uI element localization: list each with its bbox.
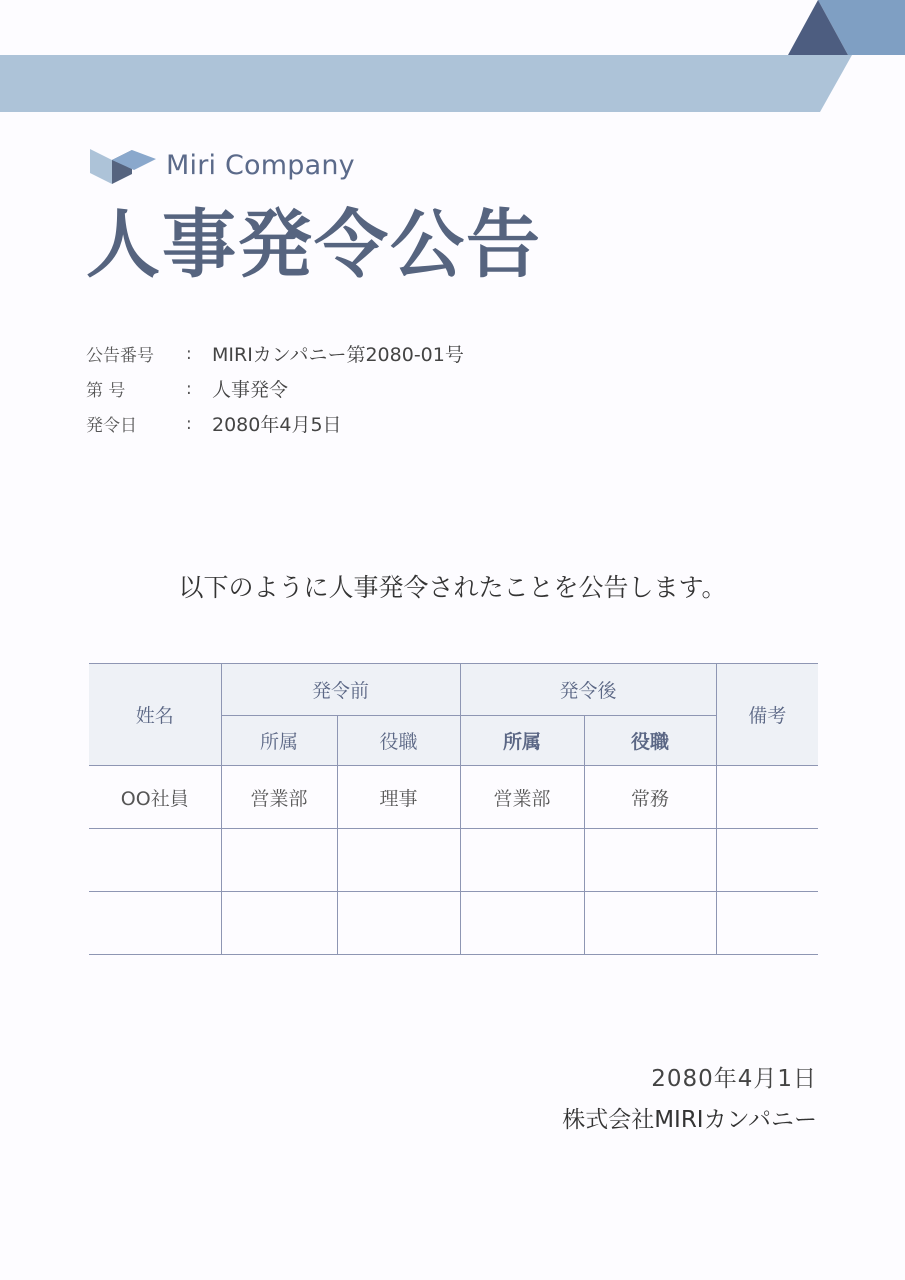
cell-before-department — [221, 829, 337, 892]
cell-after-position — [584, 892, 716, 955]
meta-value: MIRIカンパニー第2080-01号 — [212, 344, 464, 366]
cell-remarks — [716, 829, 818, 892]
cell-name — [89, 829, 221, 892]
header-name: 姓名 — [89, 664, 221, 766]
table-row — [89, 829, 818, 892]
meta-value: 2080年4月5日 — [212, 414, 342, 436]
page-title: 人事発令公告 — [86, 202, 542, 288]
header-before-position: 役職 — [337, 716, 460, 766]
cell-before-position: 理事 — [337, 766, 460, 829]
header-banner — [0, 0, 905, 115]
meta-row-issue-date — [86, 406, 464, 441]
header-after: 発令後 — [460, 664, 716, 716]
cell-remarks — [716, 766, 818, 829]
lead-sentence: 以下のように人事発令されたことを公告します。 — [178, 573, 727, 602]
cell-before-position — [337, 829, 460, 892]
meta-label: 発令日 — [86, 416, 137, 436]
cell-before-position — [337, 892, 460, 955]
cell-after-department — [460, 892, 584, 955]
company-logo — [88, 143, 355, 187]
meta-value: 人事発令 — [212, 379, 289, 401]
meta-label: 第 号 — [86, 381, 126, 401]
meta-label: 公告番号 — [86, 346, 154, 366]
issuer-block — [562, 1060, 817, 1134]
cell-name: OO社員 — [89, 766, 221, 829]
notice-meta — [86, 336, 464, 441]
header-after-department: 所属 — [460, 716, 584, 766]
header-after-position: 役職 — [584, 716, 716, 766]
table-row — [89, 766, 818, 829]
meta-separator: : — [186, 343, 192, 364]
issue-date: 2080年4月1日 — [651, 1066, 817, 1092]
cell-after-department: 営業部 — [460, 766, 584, 829]
table-row — [89, 892, 818, 955]
cell-remarks — [716, 892, 818, 955]
meta-row-notice-number — [86, 336, 464, 371]
cell-name — [89, 892, 221, 955]
meta-separator: : — [186, 413, 192, 434]
header-remarks: 備考 — [716, 664, 818, 766]
logo-cube-icon — [88, 143, 158, 187]
cell-after-position: 常務 — [584, 766, 716, 829]
cell-before-department — [221, 892, 337, 955]
cell-after-department — [460, 829, 584, 892]
header-before-department: 所属 — [221, 716, 337, 766]
personnel-order-table — [89, 663, 818, 955]
company-name: 株式会社MIRIカンパニー — [562, 1107, 817, 1133]
header-before: 発令前 — [221, 664, 460, 716]
cell-before-department: 営業部 — [221, 766, 337, 829]
logo-text: Miri Company — [166, 149, 355, 181]
meta-separator: : — [186, 378, 192, 399]
cell-after-position — [584, 829, 716, 892]
meta-row-number — [86, 371, 464, 406]
